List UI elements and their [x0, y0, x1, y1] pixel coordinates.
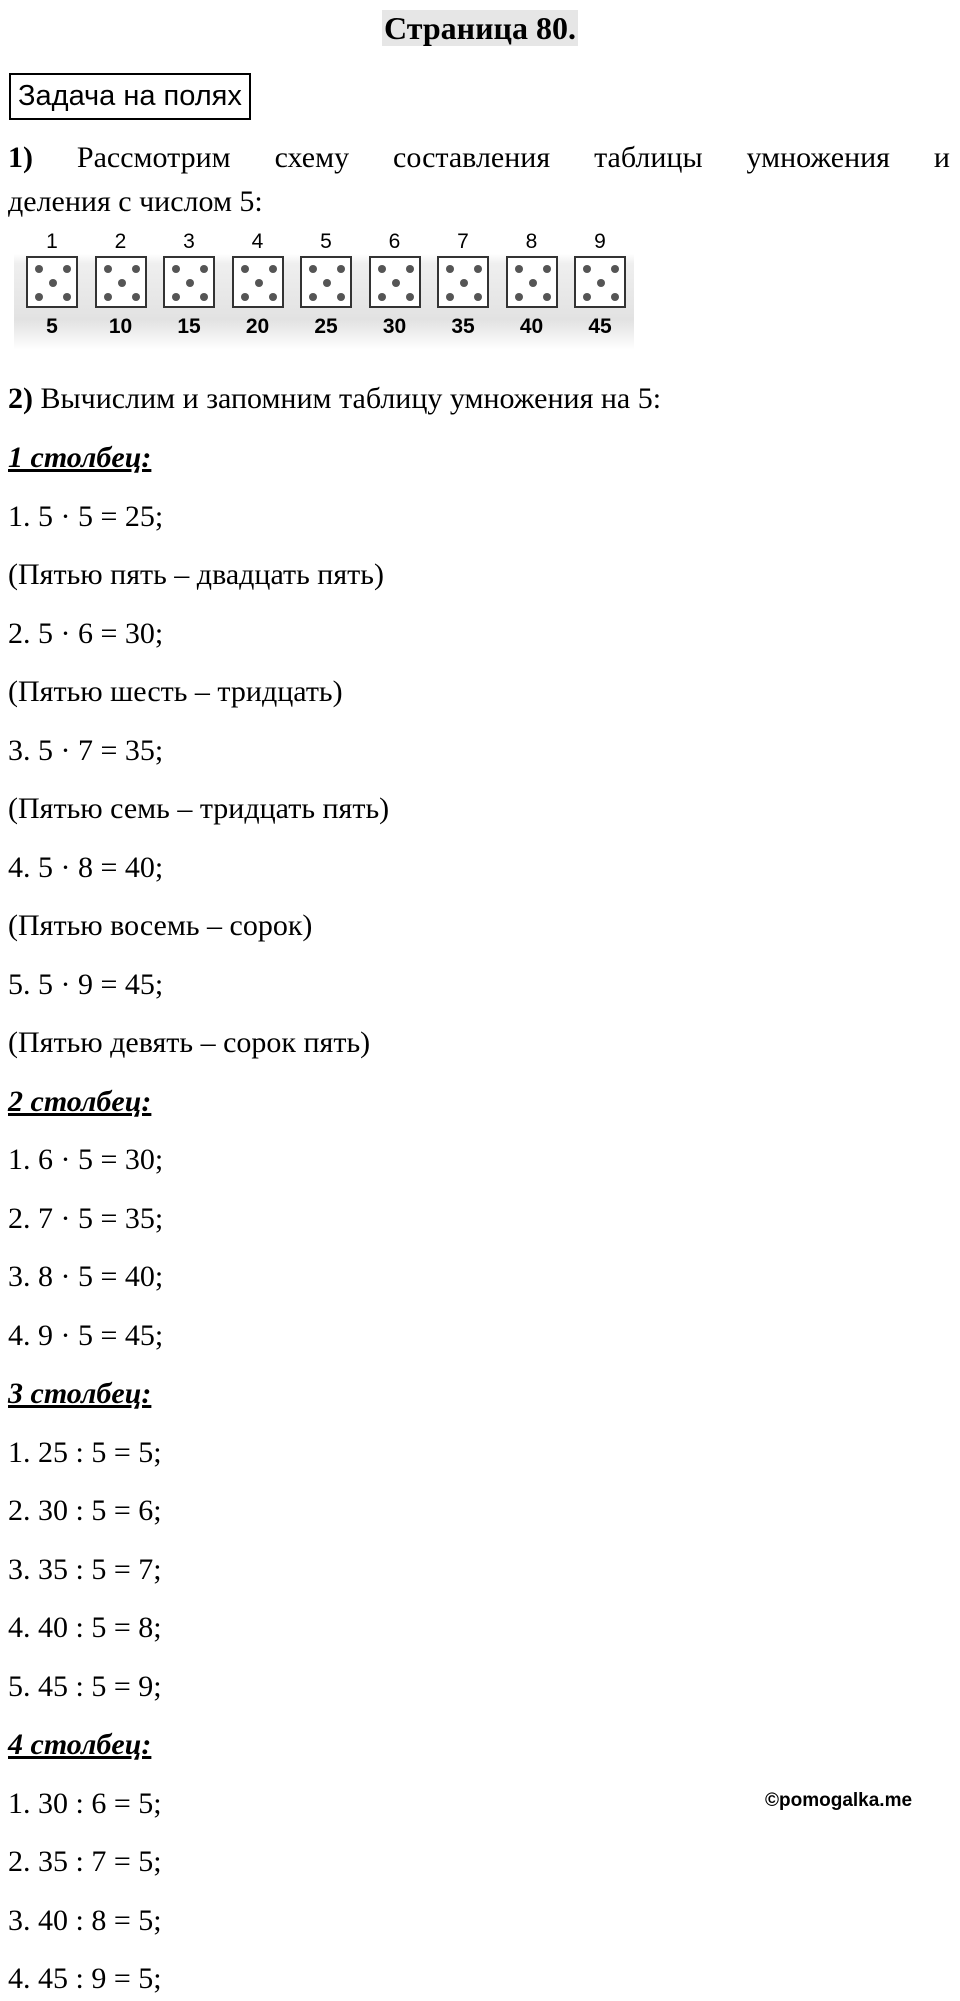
equation-line: 3. 35 : 5 = 7;	[8, 1552, 162, 1586]
die-dot	[49, 279, 57, 287]
die-dot	[337, 293, 345, 301]
column-heading: 4 столбец:	[8, 1728, 152, 1761]
die-dot	[597, 279, 605, 287]
die-dot	[529, 279, 537, 287]
item-1-second-line: деления с числом 5:	[8, 185, 263, 218]
die-dot	[132, 293, 140, 301]
die-dot	[186, 279, 194, 287]
equation-line: 2. 7 · 5 = 35;	[8, 1201, 164, 1235]
die-dot	[35, 265, 43, 273]
die-index-label: 6	[388, 230, 401, 253]
equation-line: 4. 5 · 8 = 40;	[8, 850, 164, 884]
die-dot	[611, 265, 619, 273]
die-dot	[172, 265, 180, 273]
column-heading: 2 столбец:	[8, 1084, 152, 1118]
equation-line: 2. 30 : 5 = 6;	[8, 1494, 162, 1527]
equation-line: 2. 35 : 7 = 5;	[8, 1845, 162, 1878]
die-dot	[474, 265, 482, 273]
die-dot	[406, 265, 414, 273]
item-1-word: умножения	[746, 141, 890, 174]
die-index-label: 2	[114, 230, 127, 253]
die-dot	[392, 279, 400, 287]
die-five-icon	[26, 256, 78, 308]
die-total-label: 25	[314, 315, 338, 338]
die-dot	[543, 265, 551, 273]
die-dot	[241, 265, 249, 273]
die-index-label: 1	[46, 230, 58, 253]
die-dot	[200, 265, 208, 273]
equation-line: 1. 5 · 5 = 25;	[8, 499, 164, 533]
die-five-icon	[300, 256, 352, 308]
die-five-icon	[437, 256, 489, 308]
equation-line: 3. 5 · 7 = 35;	[8, 733, 164, 767]
die-dot	[378, 293, 386, 301]
item-1-word: составления	[393, 141, 551, 174]
die-index-label: 4	[251, 230, 264, 253]
watermark: ©pomogalka.me	[765, 1790, 913, 1811]
item-1-word: Рассмотрим	[76, 141, 231, 174]
die-column	[433, 230, 493, 350]
item-1-paragraph	[8, 136, 950, 224]
equation-line: (Пятью семь – тридцать пять)	[8, 792, 390, 825]
item-2-text: Вычислим и запомним таблицу умножения на 5:	[33, 382, 662, 415]
die-column	[159, 230, 219, 350]
equation-line: 3. 8 · 5 = 40;	[8, 1260, 164, 1293]
die-index-label: 5	[320, 230, 332, 253]
die-dot	[269, 293, 277, 301]
die-dot	[63, 293, 71, 301]
die-five-icon	[506, 256, 558, 308]
die-column	[502, 230, 562, 350]
die-dot	[515, 265, 523, 273]
equation-line: 1. 25 : 5 = 5;	[8, 1435, 162, 1469]
die-five-icon	[232, 256, 284, 308]
die-total-label: 45	[588, 315, 612, 338]
die-dot	[515, 293, 523, 301]
item-2-number: 2)	[8, 382, 33, 415]
equation-line: (Пятью девять – сорок пять)	[8, 1026, 371, 1059]
die-dot	[63, 265, 71, 273]
die-index-label: 9	[594, 230, 606, 253]
die-dot	[446, 293, 454, 301]
equation-line: 3. 40 : 8 = 5;	[8, 1903, 162, 1937]
equation-line: (Пятью пять – двадцать пять)	[8, 558, 384, 591]
page-title-text: Страница 80.	[384, 10, 576, 46]
die-dot	[132, 265, 140, 273]
die-dot	[378, 265, 386, 273]
die-dot	[255, 279, 263, 287]
die-total-label: 35	[451, 315, 475, 338]
die-dot	[543, 293, 551, 301]
die-dot	[406, 293, 414, 301]
die-dot	[172, 293, 180, 301]
die-dot	[200, 293, 208, 301]
dice-scheme-figure	[14, 230, 634, 350]
task-label-box: Задача на полях	[9, 73, 251, 120]
item-1-first-line	[8, 136, 950, 180]
die-total-label: 20	[245, 315, 270, 338]
equation-line: 4. 40 : 5 = 8;	[8, 1611, 162, 1644]
die-dot	[309, 293, 317, 301]
die-dot	[323, 279, 331, 287]
die-dot	[460, 279, 468, 287]
equation-line: 1. 6 · 5 = 30;	[8, 1143, 164, 1176]
page-title	[0, 6, 960, 50]
die-dot	[583, 265, 591, 273]
equation-line: 1. 30 : 6 = 5;	[8, 1786, 162, 1820]
equation-line: 5. 45 : 5 = 9;	[8, 1669, 162, 1703]
item-2-line	[8, 377, 661, 421]
die-total-label: 15	[177, 315, 201, 338]
die-index-label: 8	[525, 230, 538, 253]
die-total-label: 30	[382, 315, 407, 338]
equation-line: (Пятью восемь – сорок)	[8, 909, 313, 942]
equation-line: 4. 45 : 9 = 5;	[8, 1962, 162, 1995]
die-column	[570, 230, 630, 350]
column-heading: 3 столбец:	[8, 1377, 152, 1410]
item-1-word: и	[933, 141, 950, 174]
die-index-label: 3	[183, 230, 195, 253]
die-dot	[474, 293, 482, 301]
die-five-icon	[369, 256, 421, 308]
die-total-label: 40	[519, 315, 544, 338]
die-column	[296, 230, 356, 350]
die-dot	[35, 293, 43, 301]
die-five-icon	[95, 256, 147, 308]
item-1-number: 1)	[8, 141, 33, 174]
die-column	[91, 230, 151, 350]
item-1-word: схему	[274, 141, 350, 174]
die-dot	[104, 293, 112, 301]
die-index-label: 7	[457, 230, 469, 253]
die-dot	[309, 265, 317, 273]
die-dot	[104, 265, 112, 273]
die-dot	[583, 293, 591, 301]
die-total-label: 10	[108, 315, 133, 338]
die-column	[228, 230, 288, 350]
equation-line: 2. 5 · 6 = 30;	[8, 616, 164, 650]
die-total-label: 5	[46, 315, 58, 338]
die-dot	[337, 265, 345, 273]
equation-line: (Пятью шесть – тридцать)	[8, 675, 343, 708]
equation-line: 4. 9 · 5 = 45;	[8, 1318, 164, 1352]
die-dot	[611, 293, 619, 301]
die-dot	[446, 265, 454, 273]
die-dot	[118, 279, 126, 287]
die-dot	[269, 265, 277, 273]
die-five-icon	[163, 256, 215, 308]
column-heading: 1 столбец:	[8, 441, 152, 474]
die-five-icon	[574, 256, 626, 308]
equation-line: 5. 5 · 9 = 45;	[8, 967, 164, 1001]
die-dot	[241, 293, 249, 301]
die-column	[365, 230, 425, 350]
item-1-word: таблицы	[594, 141, 703, 174]
die-column	[22, 230, 82, 350]
